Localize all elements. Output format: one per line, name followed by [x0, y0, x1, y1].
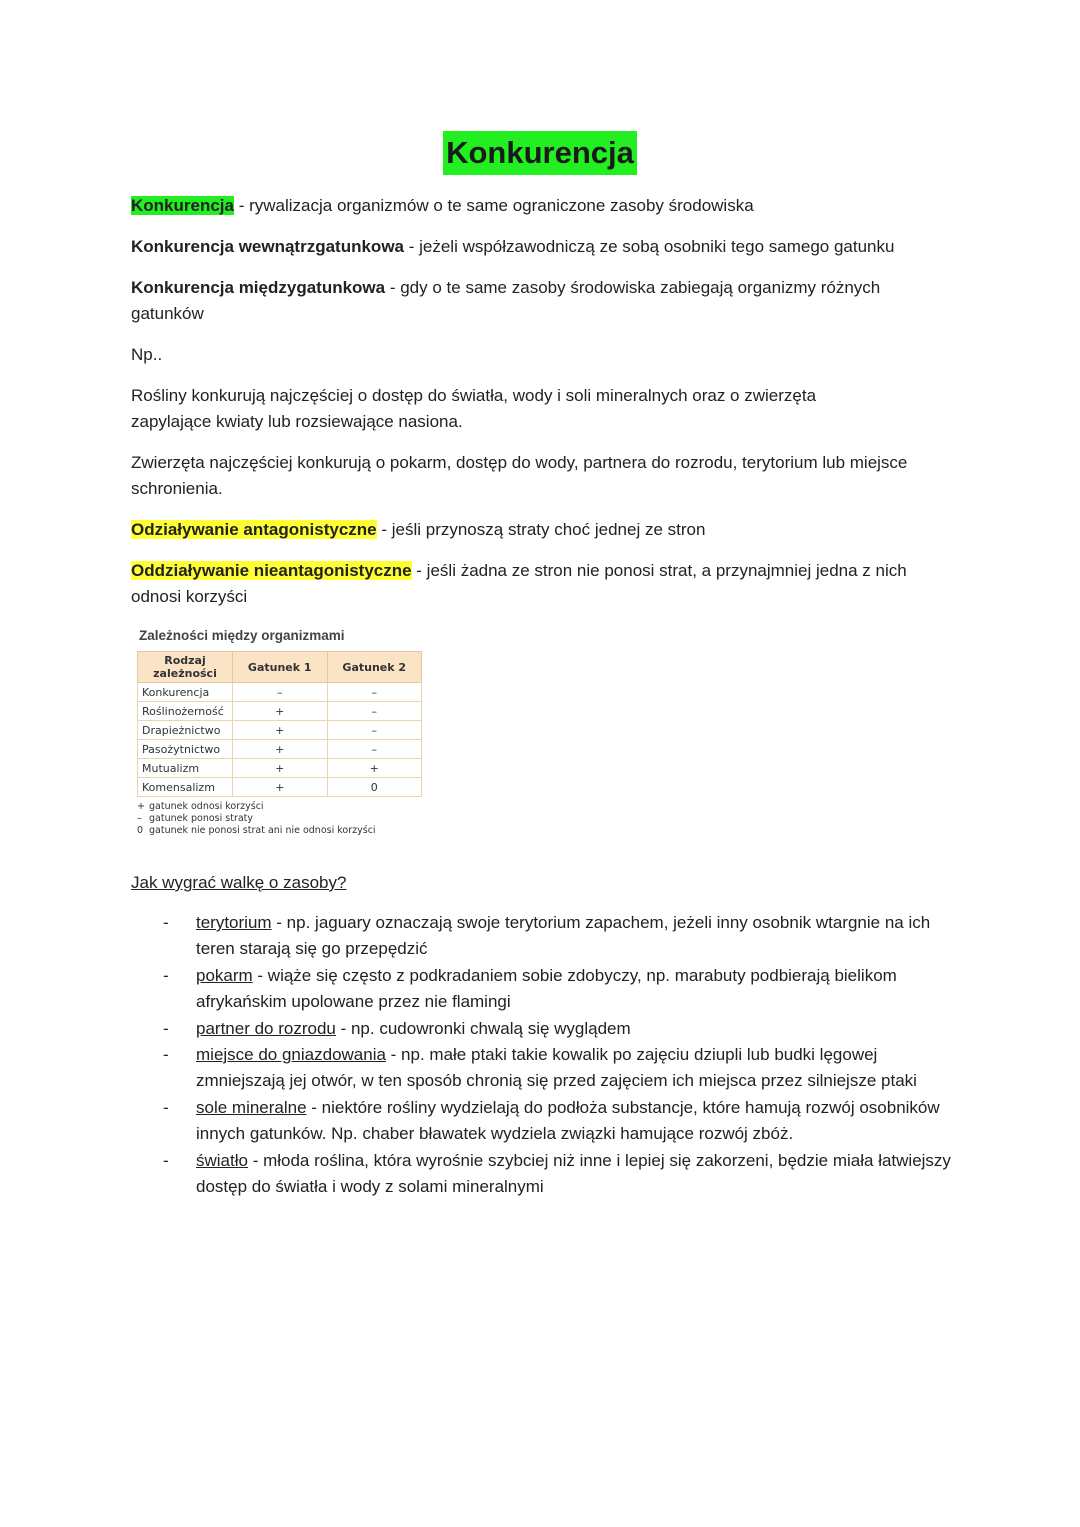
- figure-title: Zależności między organizmami: [139, 628, 345, 643]
- definition-miedzygatunkowa: [131, 275, 931, 327]
- table-cell: +: [233, 759, 328, 778]
- term-konkurencja: Konkurencja: [131, 196, 234, 215]
- list-item-text: - młoda roślina, która wyrośnie szybciej niż inne i lepiej się zakorzeni, będzie miała łatwiejszy dostęp do światła i wody z solami mineralnymi: [196, 1150, 951, 1197]
- table-cell: Konkurencja: [138, 683, 233, 702]
- definition-text: - jeśli przynoszą straty choć jednej ze stron: [376, 520, 706, 539]
- table-row: [138, 683, 422, 702]
- relations-figure: [137, 628, 437, 837]
- list-item-text: - niektóre rośliny wydzielają do podłoża substancje, które hamują rozwój osobników innych gatunków. Np. chaber bławatek wydziela związki hamujące rozwój zbóż.: [196, 1097, 940, 1144]
- table-cell: –: [327, 721, 422, 740]
- table-cell: Mutualizm: [138, 759, 233, 778]
- list-item-text: - wiąże się często z podkradaniem sobie zdobyczy, np. marabuty podbierają bielikom afrykańskim upolowane przez nie flamingi: [196, 965, 897, 1012]
- list-item-text: - np. cudowronki chwalą się wyglądem: [335, 1018, 631, 1038]
- term-antagonistyczne: Odziaływanie antagonistyczne: [131, 520, 377, 539]
- list-dash: -: [163, 1018, 169, 1038]
- list-item-text: - np. jaguary oznaczają swoje terytorium zapachem, jeżeli inny osobnik wtargnie na ich teren starają się go przepędzić: [196, 913, 931, 959]
- table-header: Rodzaj zależności: [138, 652, 233, 683]
- table-legend: [137, 801, 437, 837]
- list-item-term: miejsce do gniazdowania: [196, 1045, 386, 1065]
- table-cell: –: [233, 683, 328, 702]
- list-dash: -: [163, 1150, 169, 1170]
- table-cell: Komensalizm: [138, 778, 233, 797]
- table-row: [138, 778, 422, 797]
- list-item-term: partner do rozrodu: [196, 1018, 336, 1038]
- legend-text: gatunek ponosi straty: [149, 813, 254, 824]
- definition-wewnatrzgatunkowa: [131, 234, 951, 260]
- legend-symbol: +: [137, 801, 145, 812]
- table-cell: +: [233, 778, 328, 797]
- table-cell: +: [233, 702, 328, 721]
- table-header: Gatunek 2: [327, 652, 422, 683]
- table-cell: –: [327, 702, 422, 721]
- definition-text: - jeżeli współzawodniczą ze sobą osobniki tego samego gatunku: [404, 237, 895, 256]
- list-item-term: terytorium: [196, 913, 272, 932]
- list-dash: -: [163, 965, 169, 985]
- list-item: [131, 1016, 961, 1042]
- term-wewnatrzgatunkowa: Konkurencja wewnątrzgatunkowa: [131, 237, 404, 256]
- definition-antagonistyczne: [131, 517, 951, 543]
- list-dash: -: [163, 913, 169, 932]
- paragraph-rosliny: Rośliny konkurują najczęściej o dostęp do światła, wody i soli mineralnych oraz o zwierzęta zapylające kwiaty lub rozsiewające nasiona.: [131, 386, 817, 431]
- list-item: [131, 1148, 961, 1201]
- relations-table: [137, 651, 422, 797]
- legend-symbol: 0: [137, 825, 144, 836]
- legend-text: gatunek odnosi korzyści: [149, 801, 264, 812]
- table-row: [138, 740, 422, 759]
- table-cell: –: [327, 683, 422, 702]
- table-header-row: [138, 652, 422, 683]
- term-nieantagonistyczne: Oddziaływanie nieantagonistyczne: [131, 561, 412, 580]
- table-cell: Drapieżnictwo: [138, 721, 233, 740]
- table-row: [138, 721, 422, 740]
- list-item-text: - np. małe ptaki takie kowalik po zajęciu dziupli lub budki lęgowej zmniejszają jej otwór, w ten sposób chronią się przed zajęciem ich miejsca przez silniejsze ptaki: [196, 1045, 917, 1091]
- table-cell: –: [327, 740, 422, 759]
- legend-item: [137, 813, 437, 825]
- legend-item: [137, 801, 437, 813]
- definition-text: - jeśli żadna ze stron nie ponosi strat, a przynajmniej jedna z nich odnosi korzyści: [131, 561, 907, 606]
- list-dash: -: [163, 1097, 169, 1117]
- list-dash: -: [163, 1045, 169, 1065]
- paragraph-zwierzeta: Zwierzęta najczęściej konkurują o pokarm, dostęp do wody, partnera do rozrodu, terytorium lub miejsce schronienia.: [131, 453, 908, 498]
- list-item: [131, 963, 961, 1016]
- definition-konkurencja: [131, 193, 951, 219]
- legend-symbol: –: [137, 813, 142, 824]
- table-header: Gatunek 1: [233, 652, 328, 683]
- table-cell: +: [327, 759, 422, 778]
- list-item: [131, 1042, 961, 1095]
- list-item-term: pokarm: [196, 965, 253, 985]
- list-item-term: światło: [196, 1150, 248, 1170]
- table-cell: +: [233, 740, 328, 759]
- list-item: [131, 910, 961, 963]
- table-cell: +: [233, 721, 328, 740]
- definition-text: - rywalizacja organizmów o te same ograniczone zasoby środowiska: [233, 196, 754, 215]
- table-cell: 0: [327, 778, 422, 797]
- section-question: Jak wygrać walkę o zasoby?: [131, 873, 347, 892]
- resources-list: [131, 910, 961, 1200]
- legend-text: gatunek nie ponosi strat ani nie odnosi korzyści: [149, 825, 376, 836]
- legend-item: [137, 825, 437, 837]
- example-label: Np..: [131, 345, 163, 364]
- definition-text: - gdy o te same zasoby środowiska zabiegają organizmy różnych gatunków: [131, 278, 881, 323]
- title-container: [0, 131, 1080, 175]
- list-item: [131, 1095, 961, 1148]
- page-title: Konkurencja: [443, 131, 637, 175]
- list-item-term: sole mineralne: [196, 1097, 307, 1117]
- table-row: [138, 702, 422, 721]
- table-row: [138, 759, 422, 778]
- definition-nieantagonistyczne: [131, 558, 961, 610]
- term-miedzygatunkowa: Konkurencja międzygatunkowa: [131, 278, 386, 297]
- table-cell: Roślinożerność: [138, 702, 233, 721]
- table-cell: Pasożytnictwo: [138, 740, 233, 759]
